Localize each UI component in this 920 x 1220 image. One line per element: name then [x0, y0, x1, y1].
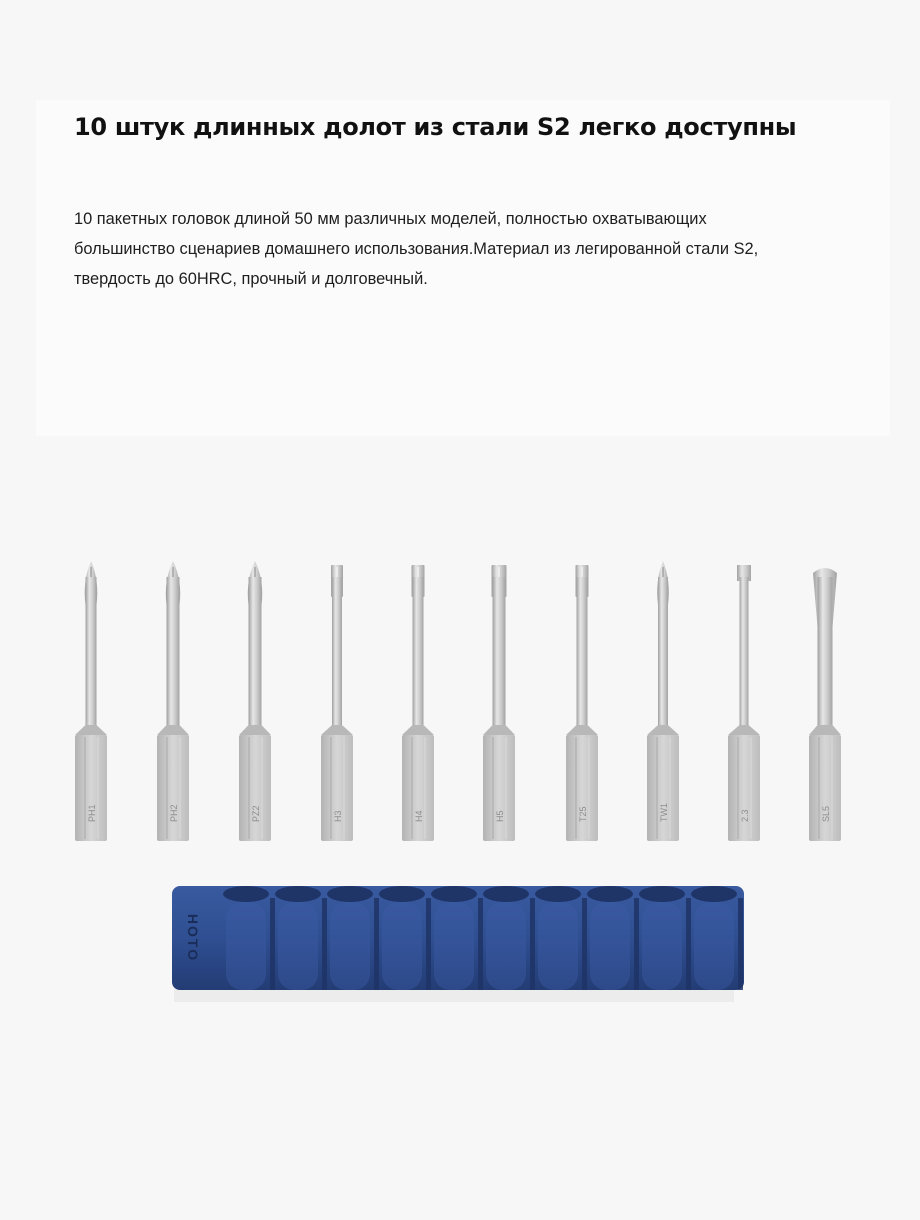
holder-slot — [639, 886, 685, 902]
bit-label: T25 — [578, 806, 588, 822]
bit-label: H3 — [333, 810, 343, 822]
bit-ph1 — [75, 561, 107, 841]
bit-h4 — [402, 565, 434, 841]
description-line: большинство сценариев домашнего использования.Материал из легированной стали S2, — [74, 240, 759, 258]
bit-holder — [172, 886, 744, 990]
bit-tw1 — [647, 561, 679, 841]
bit-label: 2.3 — [740, 809, 750, 822]
description-line: 10 пакетных головок длиной 50 мм различных моделей, полностью охватывающих — [74, 210, 707, 228]
bit-label: PH2 — [169, 804, 179, 822]
bit-label: PH1 — [87, 804, 97, 822]
bit-t25 — [566, 565, 598, 841]
bit-h5 — [483, 565, 515, 841]
description-line: твердость до 60HRC, прочный и долговечный. — [74, 270, 428, 288]
bit-2-3 — [728, 565, 760, 841]
bit-label: H5 — [495, 810, 505, 822]
holder-slot — [275, 886, 321, 902]
bit-holder-image — [150, 860, 790, 1020]
holder-slot — [379, 886, 425, 902]
bit-pz2 — [239, 561, 271, 841]
holder-slot — [587, 886, 633, 902]
holder-slot — [431, 886, 477, 902]
holder-slot — [535, 886, 581, 902]
bit-label: SL5 — [821, 805, 831, 822]
holder-slot — [483, 886, 529, 902]
bit-label: H4 — [414, 810, 424, 822]
holder-slot — [691, 886, 737, 902]
bit-ph2 — [157, 561, 189, 841]
brand-logo: HOTO — [185, 913, 201, 963]
bit-label: TW1 — [659, 803, 669, 822]
page-title: 10 штук длинных долот из стали S2 легко доступны — [74, 113, 797, 141]
bit-h3 — [321, 565, 353, 841]
holder-slot — [223, 886, 269, 902]
bit-set-image — [0, 545, 920, 845]
bit-label: PZ2 — [251, 805, 261, 822]
description — [74, 204, 854, 294]
bit-sl5 — [809, 568, 841, 841]
holder-slot — [327, 886, 373, 902]
